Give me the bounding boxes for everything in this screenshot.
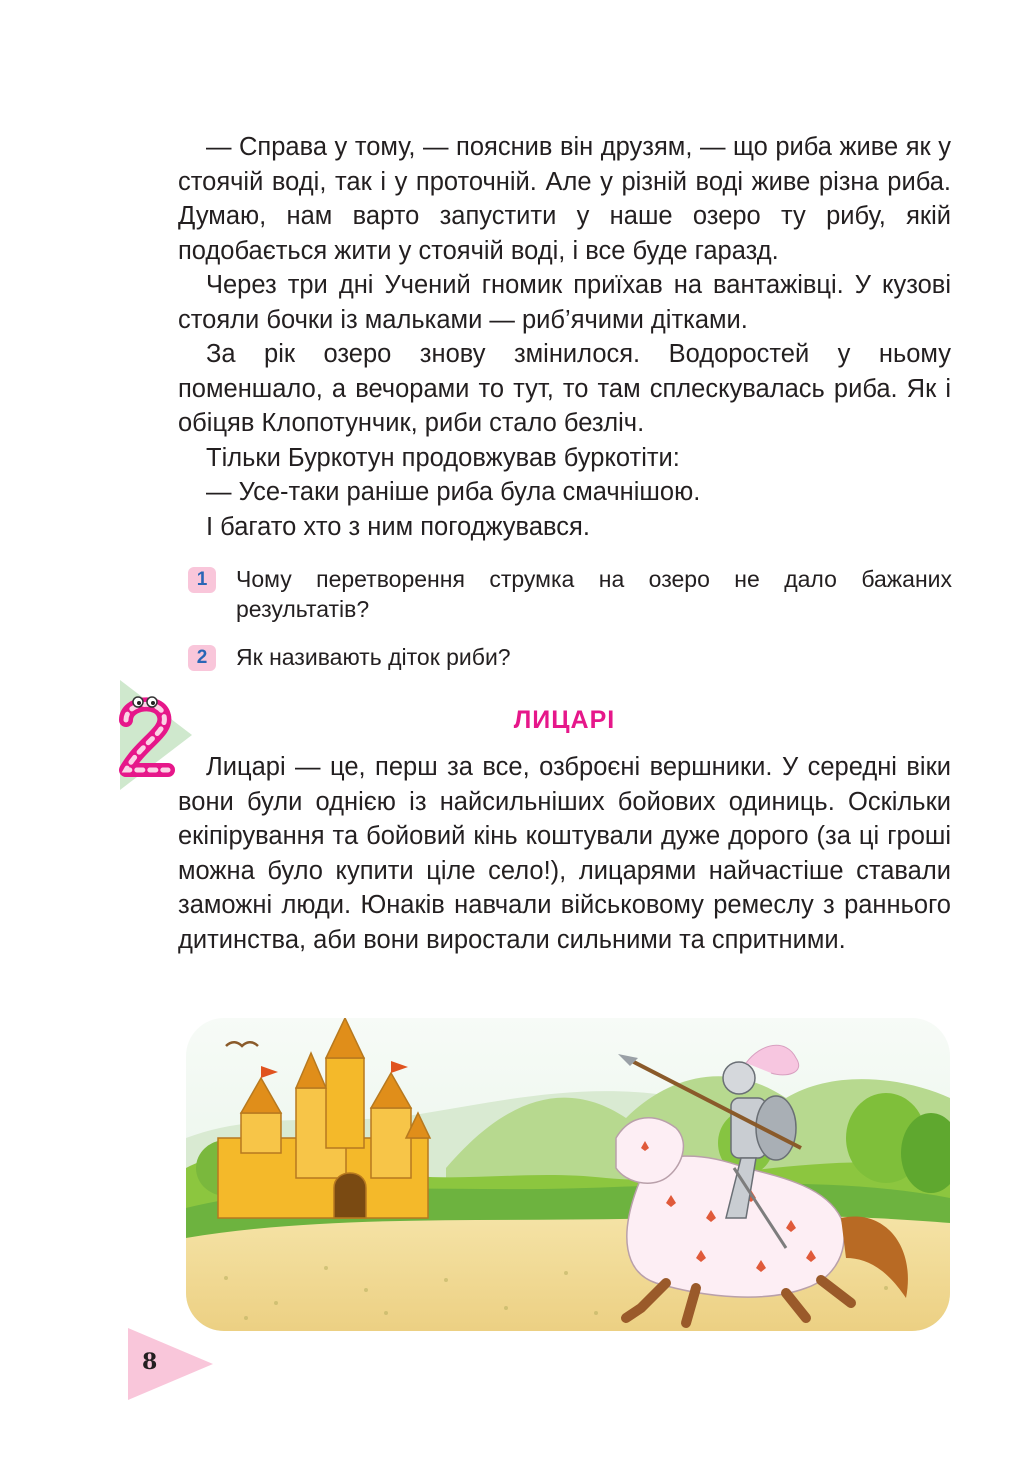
story-paragraph: Тільки Буркотун продовжував буркотіти: (206, 443, 680, 472)
story-paragraph: — Усе-таки раніше риба була смачнішою. (206, 478, 701, 506)
knights-text (178, 750, 951, 957)
question-text: Як називають діток риби? (236, 644, 511, 670)
story-paragraph: Через три дні Учений гномик приїхав на вантажівці. У кузові стояли бочки із мальками — риб’ячими дітками. (178, 271, 951, 334)
question-number-badge: 1 (188, 567, 216, 593)
section-title: ЛИЦАРІ (513, 706, 616, 734)
page-number: 8 (142, 1349, 158, 1375)
story-paragraph: — Справа у тому, — пояснив він друзям, — що риба живе як у стоячій воді, так і у проточній. Але у різній воді живе різна риба. Думаю, нам варто запустити у наше озеро ту рибу, якій подобається жити у стоячій воді, і все буде гаразд. (178, 133, 951, 265)
badge-number: 2 (152, 780, 153, 781)
question-text: Чому перетворення струмка на озеро не дало бажаних результатів? (236, 566, 952, 622)
question-1 (188, 564, 952, 624)
story-paragraph: І багато хто з ним погоджувався. (206, 512, 590, 541)
knights-paragraph: Лицарі — це, перш за все, озброєні вершники. У середні віки вони були однією із найсильніших бойових одиниць. Оскільки екіпірування та бойовий кінь коштували дуже дорого (за ці гроші можна було купити ціле село!), лицарями найчастіше ставали заможні люди. Юнаків навчали військовому ремеслу з раннього дитинства, аби вони виростали сильними та спритними. (178, 753, 951, 954)
story-text (178, 130, 951, 544)
question-number-badge: 2 (188, 645, 216, 671)
story-paragraph: За рік озеро знову змінилося. Водоростей у ньому поменшало, а вечорами то тут, то там сплескувалась риба. Як і обіцяв Клопотунчик, риби стало безліч. (178, 340, 951, 437)
knight-castle-illustration (186, 1018, 950, 1331)
question-2 (188, 642, 952, 672)
page-corner-icon (128, 1328, 213, 1400)
